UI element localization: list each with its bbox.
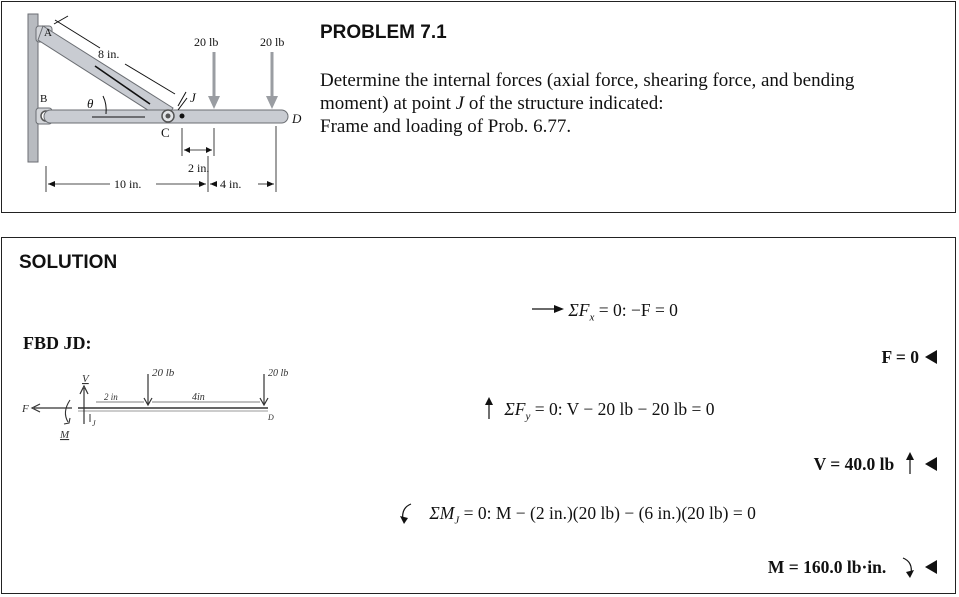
load-arrow-1 bbox=[208, 96, 220, 109]
point-j-dot bbox=[180, 114, 185, 119]
fbd-label-d: D bbox=[268, 413, 274, 422]
problem-box bbox=[1, 1, 956, 213]
result-m: M = 160.0 lb·in. bbox=[768, 556, 937, 578]
eq-sum-fy: $\Sigma F_y = 0$: V − 20 lb − 20 lb = 0 bbox=[484, 397, 715, 423]
fbd-label-f: F bbox=[22, 403, 29, 415]
fbd-label-j: J bbox=[92, 419, 96, 428]
result-v: V = 40.0 lb bbox=[814, 452, 937, 475]
answer-marker-icon bbox=[925, 350, 937, 364]
dim-8in: 8 in. bbox=[98, 47, 120, 61]
fbd-label-m: M bbox=[60, 429, 70, 441]
problem-line-2: moment) at point J of the structure indicated: bbox=[320, 93, 664, 114]
fbd-label: FBD JD: bbox=[23, 333, 92, 353]
load1-label: 20 lb bbox=[194, 35, 219, 49]
problem-line-1: Determine the internal forces (axial force, shearing force, and bending bbox=[320, 70, 855, 91]
right-arrow-icon bbox=[532, 304, 564, 314]
problem-heading: PROBLEM 7.1 bbox=[320, 22, 447, 43]
answer-marker-icon bbox=[925, 560, 937, 574]
label-j: J bbox=[190, 90, 196, 105]
label-c: C bbox=[161, 125, 170, 140]
label-b: B bbox=[40, 93, 48, 105]
dim-2in: 2 in. bbox=[188, 161, 210, 175]
solution-heading: SOLUTION bbox=[19, 252, 118, 273]
fbd-dim-2in: 2 in bbox=[104, 392, 118, 402]
load2-label: 20 lb bbox=[260, 35, 285, 49]
cw-moment-icon bbox=[899, 556, 915, 578]
label-a: A bbox=[44, 27, 52, 39]
label-theta: θ bbox=[87, 96, 94, 111]
answer-marker-icon bbox=[925, 457, 937, 471]
up-arrow-icon bbox=[905, 452, 915, 474]
solution-box bbox=[1, 237, 956, 594]
problem-line-3: Frame and loading of Prob. 6.77. bbox=[320, 116, 572, 137]
label-d: D bbox=[292, 111, 302, 126]
frame-figure bbox=[10, 6, 310, 211]
fbd-dim-4in: 4in bbox=[192, 392, 205, 403]
dim-4in: 4 in. bbox=[220, 177, 242, 191]
fbd-load1: 20 lb bbox=[152, 367, 175, 379]
fbd-sketch bbox=[12, 364, 322, 454]
fbd-label-v: V bbox=[82, 373, 89, 385]
up-arrow-icon bbox=[484, 397, 494, 419]
dim-10in: 10 in. bbox=[114, 177, 142, 191]
fbd-load2: 20 lb bbox=[268, 368, 289, 379]
eq-sum-mj: $\Sigma M_J = 0$: M − (2 in.)(20 lb) − (6 in.)(20 lb) = 0 bbox=[399, 502, 756, 527]
result-f: F = 0 bbox=[881, 347, 937, 368]
load-arrow-2 bbox=[266, 96, 278, 109]
eq-sum-fx: $\Sigma F_x = 0$: −F = 0 bbox=[532, 300, 678, 324]
ccw-moment-icon bbox=[399, 502, 415, 524]
